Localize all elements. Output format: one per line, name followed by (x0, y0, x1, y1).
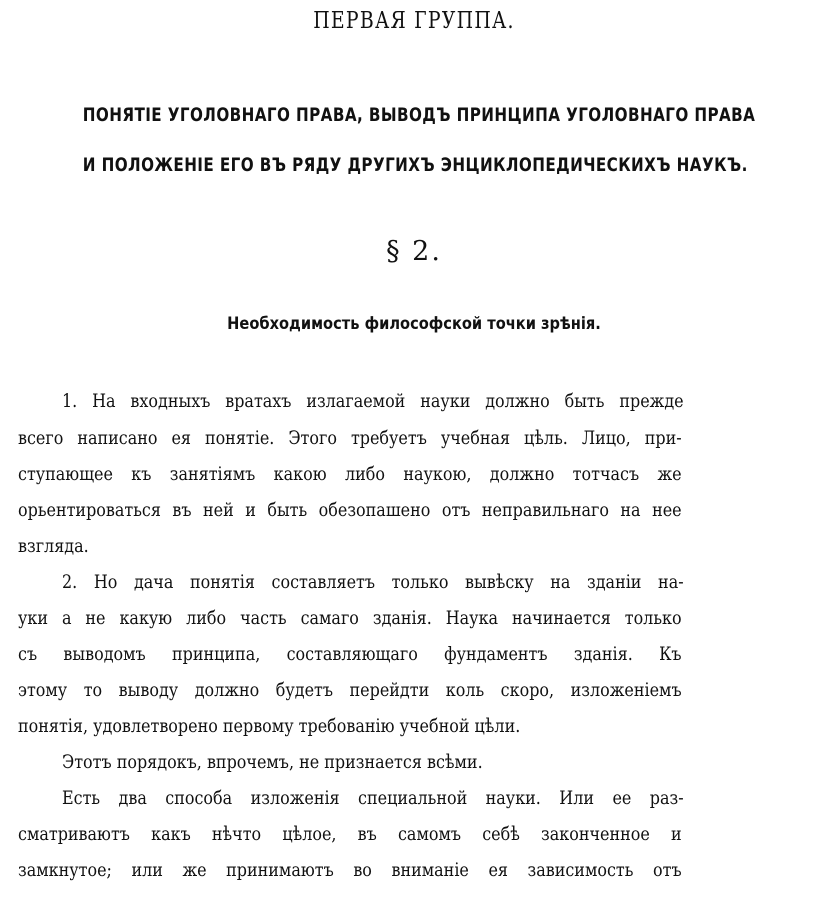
chapter-heading-line-2: И ПОЛОЖЕНІЕ ЕГО ВЪ РЯДУ ДРУГИХЪ ЭНЦИКЛОПЕДИЧЕСКИХЪ НАУКЪ. (82, 154, 748, 176)
body-line: Есть два способа изложенія специальной науки. Или ее раз- (62, 787, 684, 809)
group-title: ПЕРВАЯ ГРУППА. (313, 8, 515, 34)
body-line: замкнутое; или же принимаютъ во вниманіе ея зависимость отъ (18, 859, 682, 881)
body-line: всего написано ея понятіе. Этого требуетъ учебная цѣль. Лицо, при- (18, 427, 682, 449)
body-line: этому то выводу должно будетъ перейдти коль скоро, изложеніемъ (18, 679, 682, 701)
body-line: ступающее къ занятіямъ какою либо наукою, должно тотчасъ же (18, 463, 682, 485)
body-line: съ выводомъ принципа, составляющаго фундаментъ зданія. Къ (18, 643, 682, 665)
body-line: 1. На входныхъ вратахъ излагаемой науки должно быть прежде (62, 390, 684, 412)
body-line: орьентироваться въ ней и быть обезопашено отъ неправильнаго на нее (18, 499, 682, 521)
section-number: § 2. (386, 236, 442, 267)
section-subtitle: Необходимость философской точки зрѣнія. (227, 314, 601, 334)
body-line: сматриваютъ какъ нѣчто цѣлое, въ самомъ себѣ законченное и (18, 823, 682, 845)
body-line: уки а не какую либо часть самаго зданія. Наука начинается только (18, 607, 682, 629)
body-line: Этотъ порядокъ, впрочемъ, не признается всѣми. (62, 751, 483, 773)
body-line: взгляда. (18, 535, 89, 557)
body-line: 2. Но дача понятія составляетъ только вывѣску на зданіи на- (62, 571, 684, 593)
body-line: понятія, удовлетворено первому требованію учебной цѣли. (18, 715, 521, 737)
chapter-heading-line-1: ПОНЯТІЕ УГОЛОВНАГО ПРАВА, ВЫВОДЪ ПРИНЦИПА УГОЛОВНАГО ПРАВА (82, 104, 756, 126)
